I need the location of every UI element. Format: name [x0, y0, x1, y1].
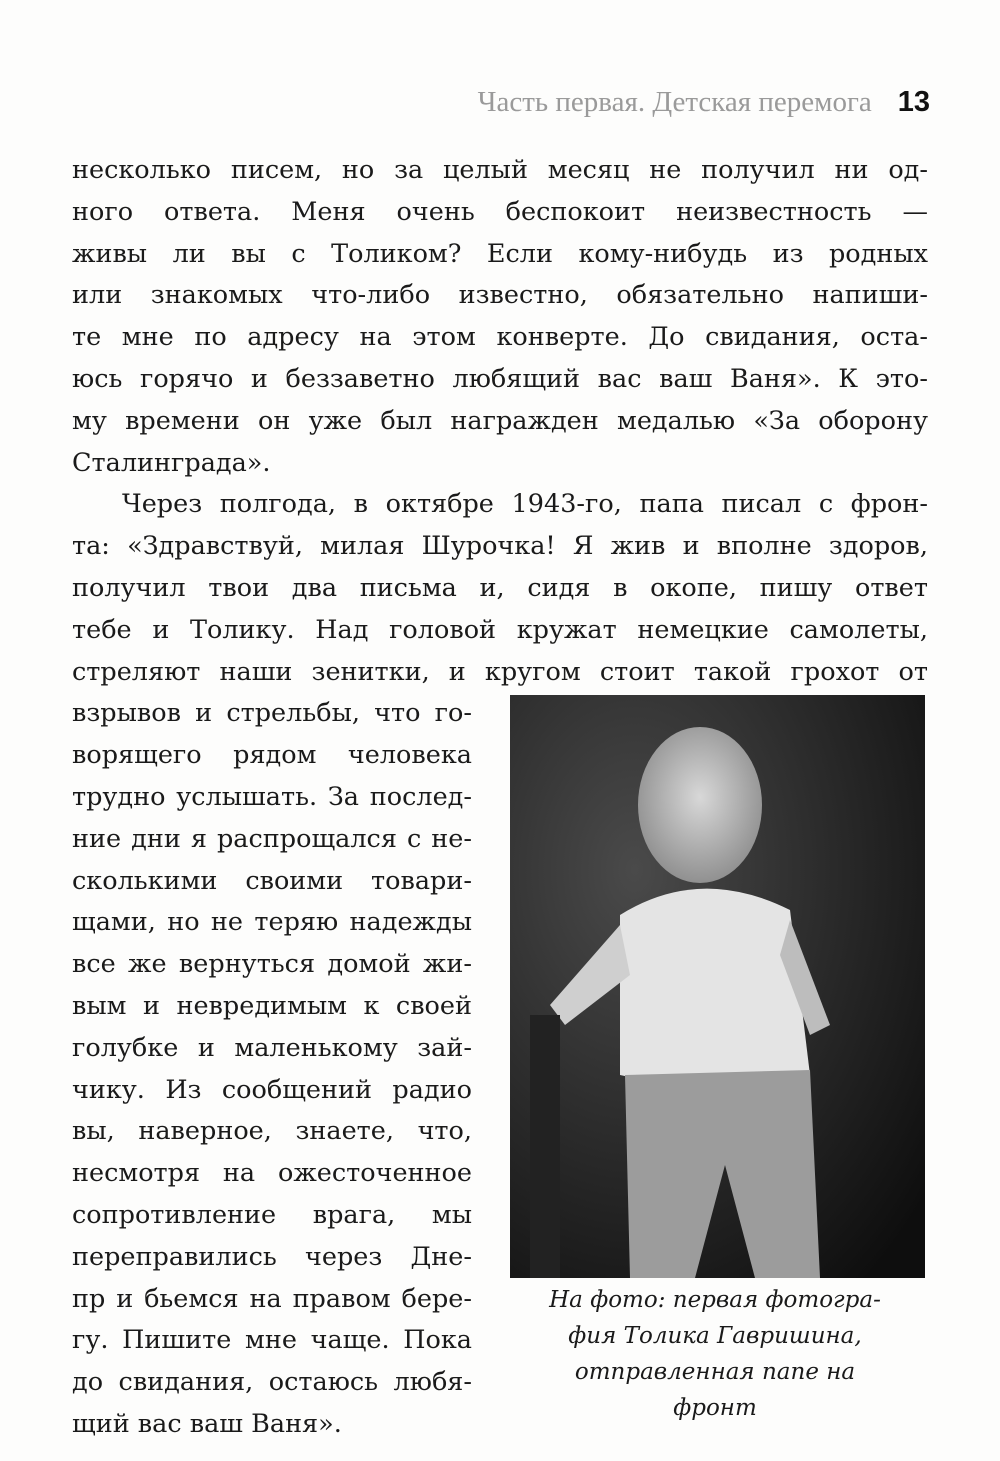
text-line: чику. Из сообщений радио — [72, 1074, 472, 1105]
text-line: Сталинграда». — [72, 447, 271, 478]
text-line: му времени он уже был награжден медалью «За оборону — [72, 405, 928, 436]
text-line: до свидания, остаюсь любя- — [72, 1367, 472, 1398]
text-line: щий вас ваш Ваня». — [72, 1409, 342, 1439]
text-line: взрывов и стрельбы, что го- — [72, 698, 472, 729]
text-line: живы ли вы с Толиком? Если кому-нибудь из родных — [72, 238, 928, 269]
text-line: несколько писем, но за целый месяц не получил ни од- — [72, 155, 928, 185]
text-line: несмотря на ожесточенное — [72, 1158, 472, 1189]
photo-caption — [505, 1282, 925, 1426]
text-line: вы, наверное, знаете, что, — [72, 1116, 472, 1147]
text-line: или знакомых что-либо известно, обязательно напиши- — [72, 280, 928, 311]
text-line: ного ответа. Меня очень беспокоит неизвестность — — [72, 196, 928, 227]
text-line: стреляют наши зенитки, и кругом стоит такой грохот от — [72, 656, 928, 687]
text-line: Через полгода, в октябре 1943-го, папа писал с фрон- — [122, 489, 928, 520]
text-line: юсь горячо и беззаветно любящий вас ваш Ваня». К это- — [72, 364, 928, 394]
text-line: ние дни я распрощался с не- — [72, 823, 472, 854]
text-line: щами, но не теряю надежды — [72, 907, 472, 938]
page-number: 13 — [897, 86, 930, 118]
photo-child — [510, 695, 925, 1278]
text-line: сколькими своими товари- — [72, 865, 472, 896]
text-line: получил твои два письма и, сидя в окопе, пишу ответ — [72, 573, 928, 603]
text-line: вым и невредимым к своей — [72, 991, 472, 1021]
text-line: сопротивление врага, мы — [72, 1200, 472, 1230]
running-header — [0, 86, 930, 119]
text-line: все же вернуться домой жи- — [72, 949, 472, 980]
text-line: трудно услышать. За послед- — [72, 782, 472, 812]
text-line: ворящего рядом человека — [72, 740, 472, 771]
text-line: та: «Здравствуй, милая Шурочка! Я жив и вполне здоров, — [72, 531, 928, 562]
text-line: пр и бьемся на правом бере- — [72, 1283, 472, 1314]
text-line: гу. Пишите мне чаще. Пока — [72, 1325, 472, 1356]
running-header-title: Часть первая. Детская перемога — [477, 86, 872, 118]
caption-line: фронт — [673, 1395, 757, 1421]
caption-line: фия Толика Гавришина, — [568, 1323, 862, 1349]
text-line: те мне по адресу на этом конверте. До свидания, оста- — [72, 322, 928, 353]
caption-line: На фото: первая фотогра- — [549, 1287, 881, 1313]
text-line: голубке и маленькому зай- — [72, 1032, 472, 1063]
caption-line: отправленная папе на — [574, 1359, 856, 1385]
text-line: переправились через Дне- — [72, 1241, 472, 1272]
text-line: тебе и Толику. Над головой кружат немецкие самолеты, — [72, 614, 928, 645]
